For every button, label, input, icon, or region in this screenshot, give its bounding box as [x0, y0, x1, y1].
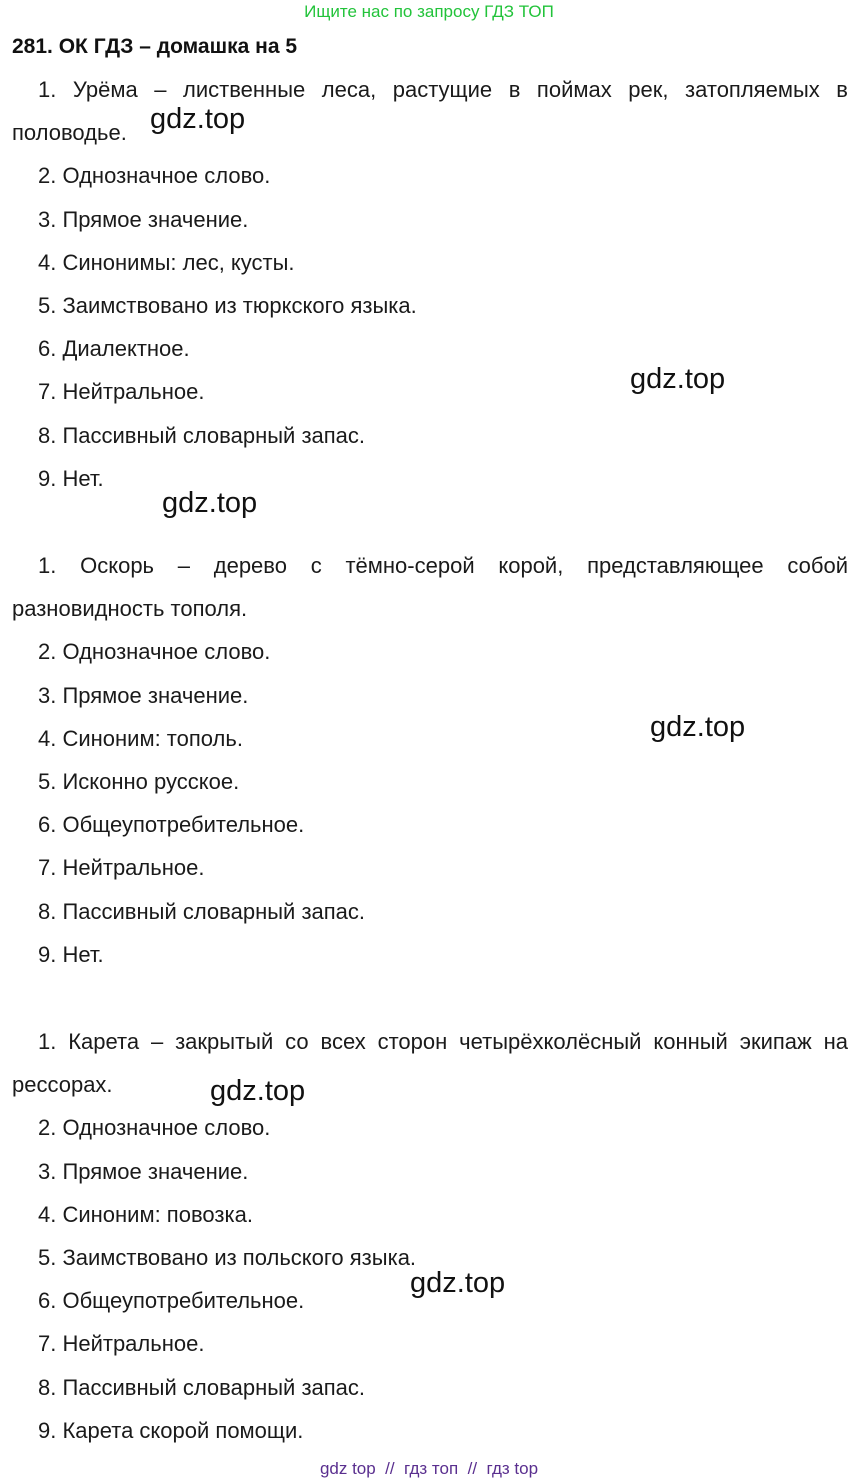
word-definition: 1. Оскорь – дерево с тёмно-серой корой, представляющее собой разновидность тополя. [12, 553, 848, 622]
watermark: gdz.top [630, 363, 726, 395]
answer-content [12, 68, 848, 1452]
search-hint-banner[interactable]: Ищите нас по запросу ГДЗ ТОП [304, 2, 554, 21]
list-item: 9. Карета скорой помощи. [38, 1417, 304, 1443]
list-item: 5. Исконно русское. [38, 769, 240, 795]
list-item: 7. Нейтральное. [38, 1331, 205, 1357]
answer-section-oskor [12, 544, 848, 976]
list-item: 2. Однозначное слово. [38, 1115, 271, 1141]
list-item: 6. Диалектное. [38, 336, 190, 362]
section-spacer [12, 976, 848, 1020]
page-title: 281. ОК ГДЗ – домашка на 5 [12, 35, 298, 58]
footer-links[interactable]: gdz top // гдз топ // гдз top [319, 1459, 539, 1478]
list-item: 3. Прямое значение. [38, 1158, 249, 1184]
list-item: 9. Нет. [38, 941, 104, 967]
list-item: 9. Нет. [38, 465, 104, 491]
list-item: 4. Синоним: повозка. [38, 1201, 253, 1227]
list-item: 4. Синонимы: лес, кусты. [38, 249, 295, 275]
answer-section-kareta [12, 1020, 848, 1452]
list-item: 3. Прямое значение. [38, 682, 249, 708]
section-spacer [12, 500, 848, 544]
list-item: 5. Заимствовано из тюркского языка. [38, 293, 417, 319]
list-item: 6. Общеупотребительное. [38, 1288, 305, 1314]
list-item: 2. Однозначное слово. [38, 639, 271, 665]
list-item: 7. Нейтральное. [38, 379, 205, 405]
list-item: 8. Пассивный словарный запас. [38, 422, 366, 448]
word-definition: 1. Урёма – лиственные леса, растущие в поймах рек, затопляемых в половодье. [12, 77, 848, 146]
word-definition: 1. Карета – закрытый со всех сторон четырёхколёсный конный экипаж на рессорах. [12, 1029, 848, 1098]
watermark: gdz.top [150, 103, 246, 135]
list-item: 4. Синоним: тополь. [38, 725, 243, 751]
watermark: gdz.top [210, 1075, 306, 1107]
list-item: 3. Прямое значение. [38, 206, 249, 232]
list-item: 5. Заимствовано из польского языка. [38, 1245, 417, 1271]
list-item: 8. Пассивный словарный запас. [38, 898, 366, 924]
watermark: gdz.top [162, 487, 258, 519]
answer-section-urema [12, 68, 848, 500]
list-item: 2. Однозначное слово. [38, 163, 271, 189]
watermark: gdz.top [650, 711, 746, 743]
list-item: 7. Нейтральное. [38, 855, 205, 881]
watermark: gdz.top [410, 1267, 506, 1299]
list-item: 6. Общеупотребительное. [38, 812, 305, 838]
list-item: 8. Пассивный словарный запас. [38, 1374, 366, 1400]
